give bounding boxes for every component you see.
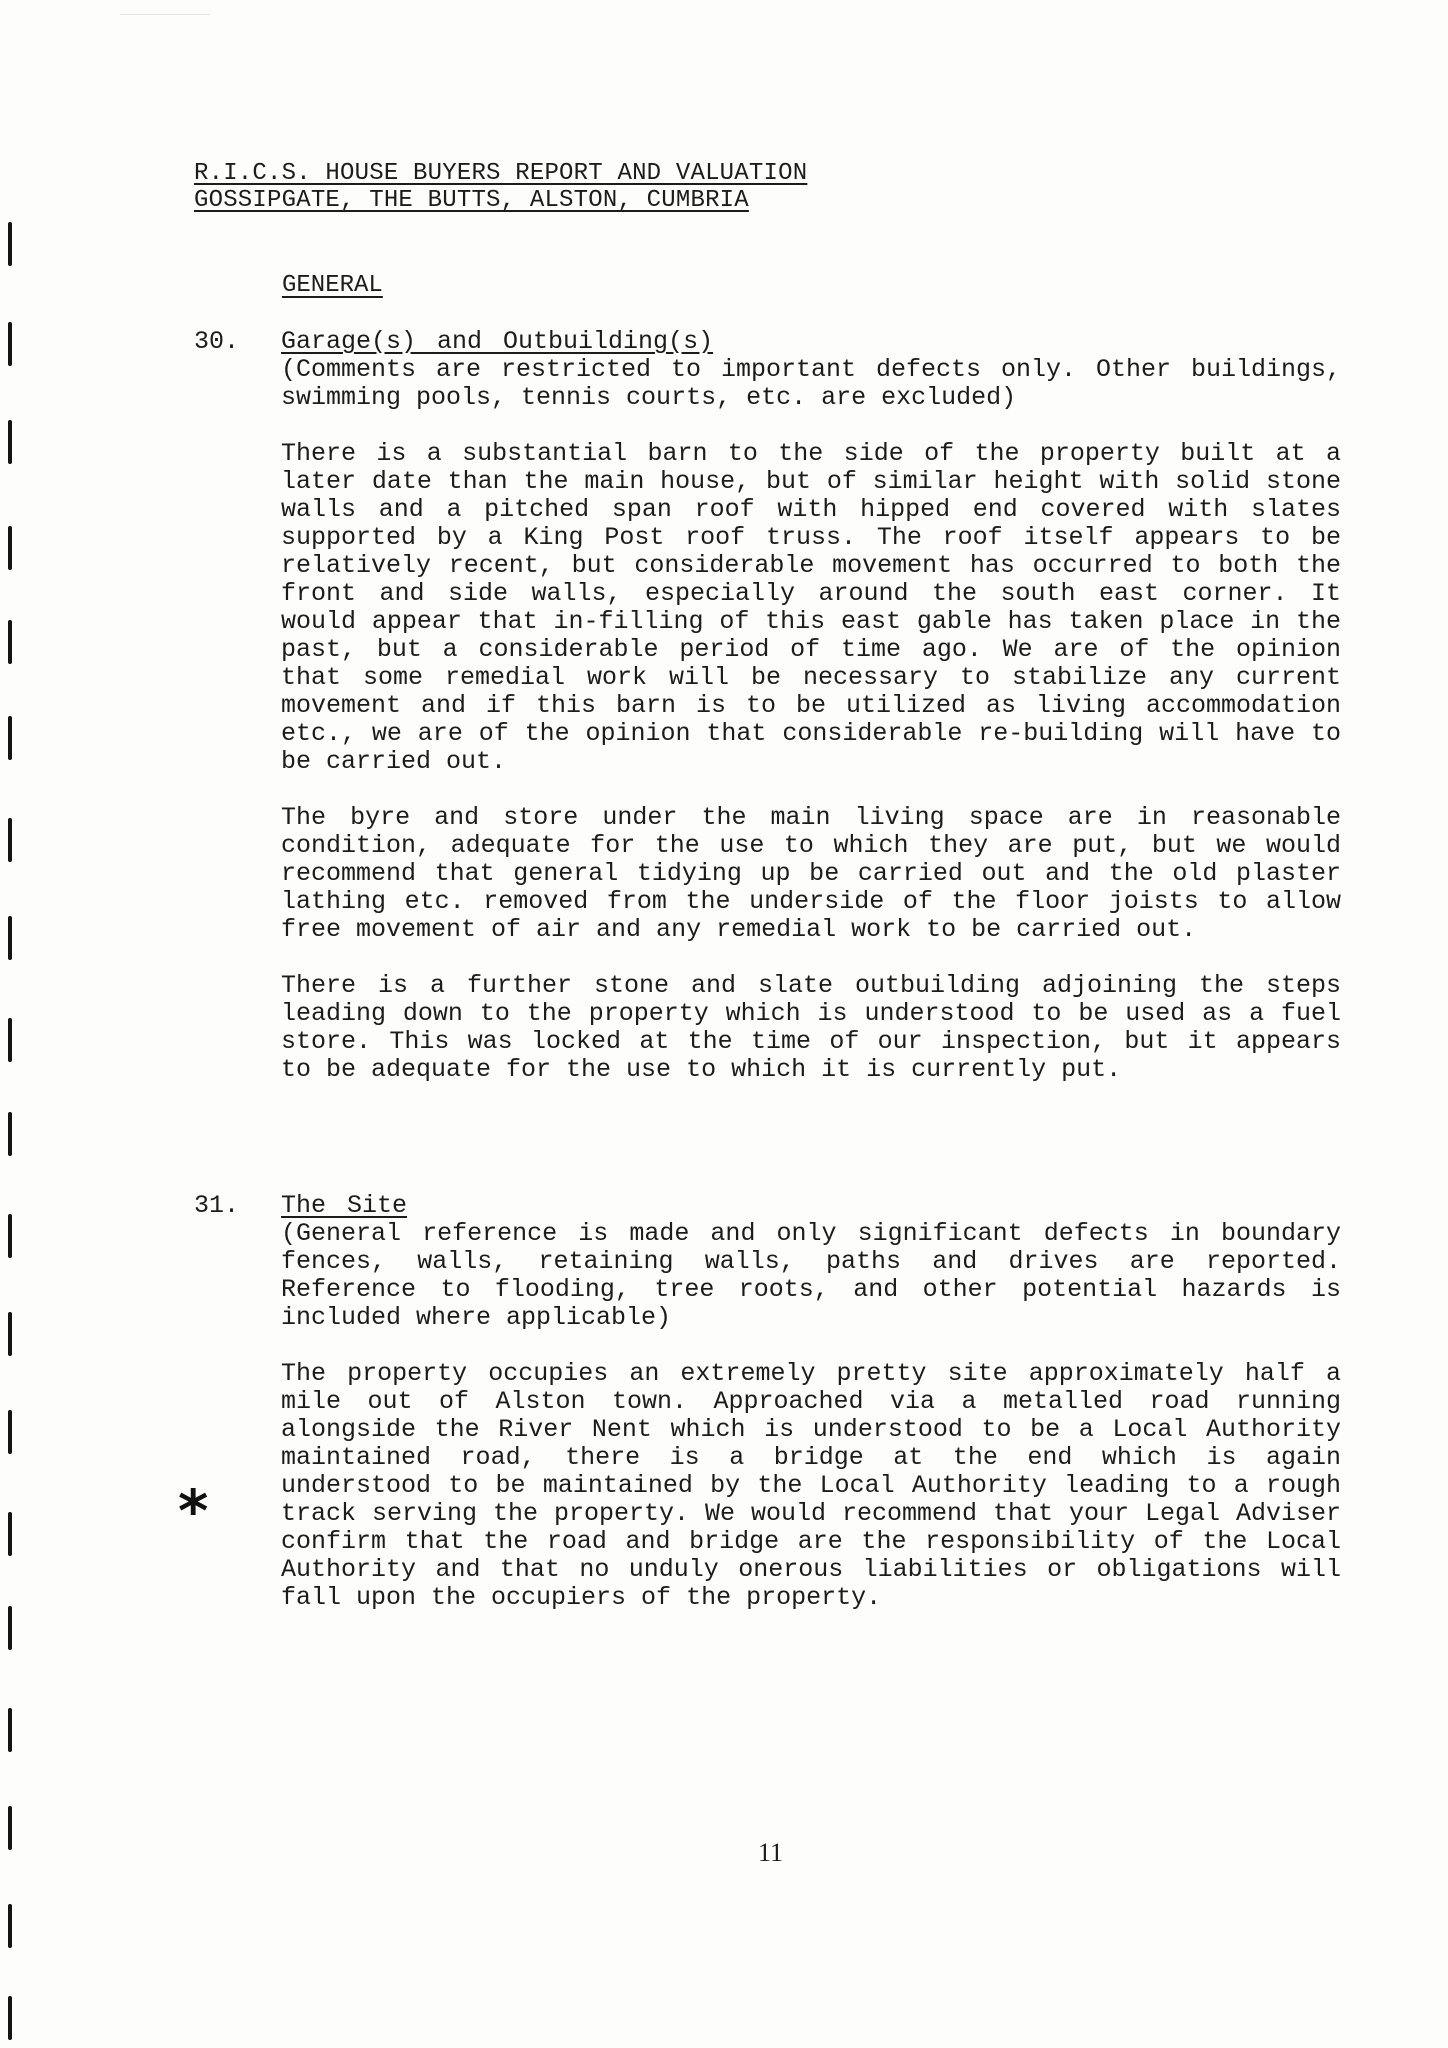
- item-title: Garage(s) and Outbuilding(s): [281, 327, 714, 356]
- binder-mark: [8, 620, 12, 664]
- binder-mark: [8, 322, 12, 366]
- binder-mark: [8, 1806, 12, 1850]
- item-body: [281, 1192, 1341, 1640]
- item-number: 30.: [194, 327, 240, 356]
- binder-mark: [8, 1410, 12, 1454]
- binder-mark: [8, 1904, 12, 1948]
- margin-asterisk-mark: *: [178, 1477, 209, 1545]
- item-number: 31.: [194, 1191, 240, 1220]
- item-title: The Site: [281, 1191, 408, 1220]
- item-scope-note: (Comments are restricted to important defects only. Other buildings, swimming pools, tennis courts, etc. are excluded): [281, 355, 1341, 412]
- binder-mark: [8, 1708, 12, 1752]
- binder-mark: [8, 1606, 12, 1650]
- report-header: [194, 160, 807, 214]
- property-address: GOSSIPGATE, THE BUTTS, ALSTON, CUMBRIA: [194, 187, 749, 214]
- paragraph: The property occupies an extremely pretty site approximately half a mile out of Alston town. Approached via a metalled road running alongside the River Nent which is understood to be a Local Authority maintained road, there is a bridge at the end which is again understood to be maintained by the Local Authority leading to a rough track serving the property. We would recommend that your Legal Adviser confirm that the road and bridge are the responsibility of the Local Authority and that no unduly onerous liabilities or obligations will fall upon the occupiers of the property.: [281, 1359, 1341, 1612]
- item-body: [281, 328, 1341, 1112]
- binder-mark: [8, 916, 12, 960]
- page-number: 11: [758, 1838, 784, 1867]
- section-heading: GENERAL: [282, 272, 383, 299]
- binder-mark: [8, 1996, 12, 2040]
- paragraph: There is a substantial barn to the side of the property built at a later date than the main house, but of similar height with solid stone walls and a pitched span roof with hipped end covered with slates supported by a King Post roof truss. The roof itself appears to be relatively recent, but considerable movement has occurred to both the front and side walls, especially around the south east corner. It would appear that in-filling of this east gable has taken place in the past, but a considerable period of time ago. We are of the opinion that some remedial work will be necessary to stabilize any current movement and if this barn is to be utilized as living accommodation etc., we are of the opinion that considerable re-building will have to be carried out.: [281, 439, 1341, 776]
- binder-mark: [8, 1512, 12, 1556]
- binder-mark: [8, 526, 12, 570]
- binder-mark: [8, 420, 12, 464]
- binder-mark: [8, 1214, 12, 1258]
- report-title: R.I.C.S. HOUSE BUYERS REPORT AND VALUATION: [194, 160, 808, 187]
- item-scope-note: (General reference is made and only significant defects in boundary fences, walls, retaining walls, paths and drives are reported. Reference to flooding, tree roots, and other potential hazards is included where applicable): [281, 1219, 1341, 1332]
- binder-mark: [8, 716, 12, 760]
- binder-mark: [8, 1312, 12, 1356]
- paragraph: The byre and store under the main living space are in reasonable condition, adequate for the use to which they are put, but we would recommend that general tidying up be carried out and the old plaster lathing etc. removed from the underside of the floor joists to allow free movement of air and any remedial work to be carried out.: [281, 803, 1341, 944]
- binder-mark: [8, 818, 12, 862]
- paragraph: There is a further stone and slate outbuilding adjoining the steps leading down to the property which is understood to be used as a fuel store. This was locked at the time of our inspection, but it appears to be adequate for the use to which it is currently put.: [281, 971, 1341, 1084]
- binder-mark: [8, 1112, 12, 1156]
- binder-mark: [8, 222, 12, 266]
- binder-mark: [8, 1018, 12, 1062]
- scan-mark: [120, 14, 210, 15]
